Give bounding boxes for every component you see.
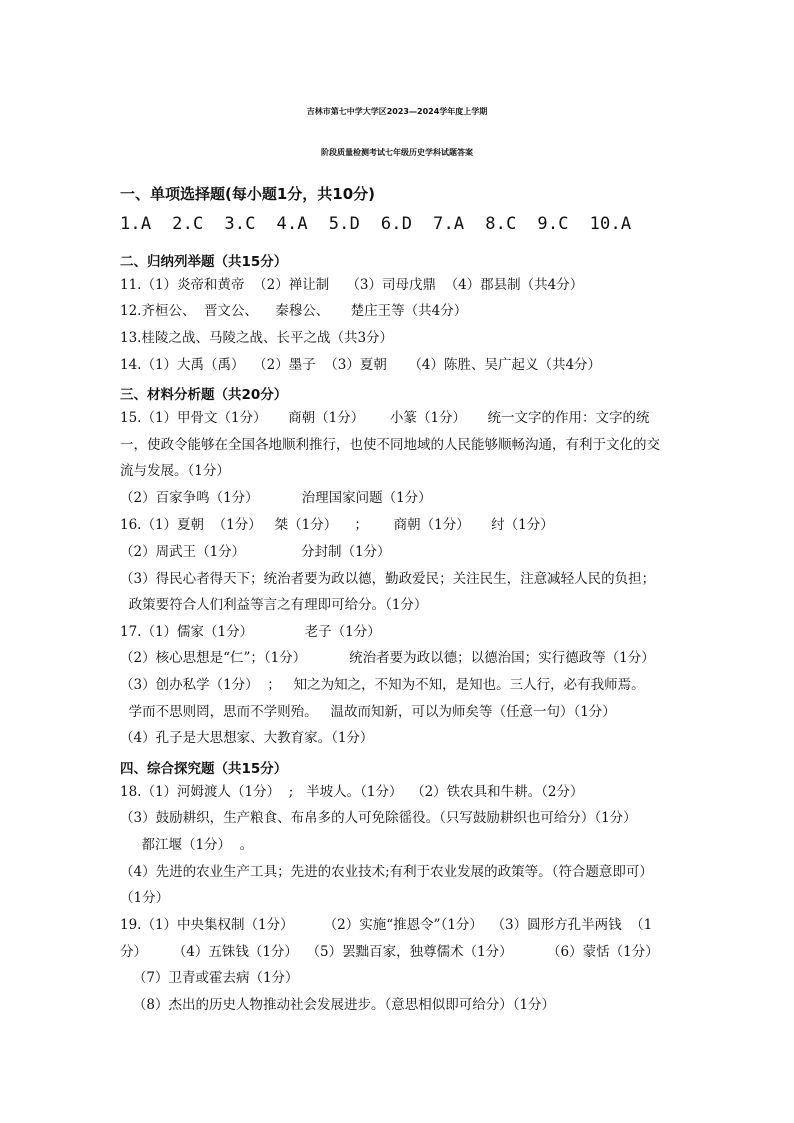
answer-line-q19-2: 分） （4）五铢钱（1分） （5）罢黜百家，独尊儒术（1分） （6）蒙恬（1分） <box>120 944 659 960</box>
answer-line-q19-4: （8）杰出的历史人物推动社会发展进步。（意思相似即可给分）（1分） <box>120 997 556 1013</box>
answer-line-q18-4: （4）先进的农业生产工具；先进的农业技术;有利于农业发展的政策等。（符合题意即可） <box>120 864 653 880</box>
answer-line-q19-1: 19.（1）中央集权制（1分） （2）实施“推恩令”（1分） （3）圆形方孔半两钱 （1 <box>120 917 653 933</box>
answer-line-q16-1: 16.（1）夏朝 （1分） 桀（1分） ； 商朝（1分） 纣（1分） <box>120 517 554 533</box>
section-heading-inquiry: 四、综合探究题（共15分） <box>120 761 288 777</box>
answer-line-q17-1: 17.（1）儒家（1分） 老子（1分） <box>120 624 381 640</box>
answer-line-q17-5: （4）孔子是大思想家、大教育家。（1分） <box>120 730 374 746</box>
answer-line-q16-4: 政策要符合人们利益等言之有理即可给分。（1分） <box>120 597 428 613</box>
section-heading-choice: 一、单项选择题(每小题1分，共10分) <box>120 185 376 203</box>
section-heading-summary: 二、归纳列举题（共15分） <box>120 254 288 270</box>
answer-line-q13: 13.桂陵之战、马陵之战、长平之战（共3分） <box>120 330 394 346</box>
answer-line-q12: 12.齐桓公、 晋文公、 秦穆公、 楚庄王等（共4分） <box>120 303 468 319</box>
document-subtitle: 阶段质量检测考试七年级历史学科试题答案 <box>321 148 473 157</box>
answer-line-q16-3: （3）得民心者得天下；统治者要为政以德，勤政爱民；关注民生，注意减轻人民的负担； <box>120 571 656 587</box>
answer-line-q18-5: （1分） <box>120 890 170 906</box>
answer-line-q17-4: 学而不思则罔，思而不学则殆。 温故而知新，可以为师矣等（任意一句）（1分） <box>120 704 616 720</box>
answer-line-q14: 14.（1）大禹（禹） （2）墨子 （3）夏朝 （4）陈胜、吴广起义（共4分） <box>120 357 602 373</box>
answer-line-q15-1: 15.（1）甲骨文（1分） 商朝（1分） 小篆（1分） 统一文字的作用：文字的统 <box>120 410 650 426</box>
section-heading-material: 三、材料分析题（共20分） <box>120 387 288 403</box>
answer-line-q18-3: 都江堰（1分） 。 <box>120 837 254 853</box>
answer-line-q15-2: 一，使政令能够在全国各地顺利推行，也使不同地域的人民能够顺畅沟通，有利于文化的交 <box>120 437 660 453</box>
answer-line-q17-2: （2）核心思想是“仁”；（1分） 统治者要为政以德；以德治国；实行德政等（1分） <box>120 650 655 666</box>
answer-line-q15-4: （2）百家争鸣（1分） 治理国家问题（1分） <box>120 490 432 506</box>
answer-line-q18-1: 18.（1）河姆渡人（1分） ; 半坡人。（1分） （2）铁农具和牛耕。（2分） <box>120 784 584 800</box>
answer-line-q16-2: （2）周武王（1分） 分封制（1分） <box>120 544 391 560</box>
answer-line-q15-3: 流与发展。（1分） <box>120 463 230 479</box>
answer-line-q19-3: （7）卫青或霍去病（1分） <box>120 970 299 986</box>
answer-line-q17-3: （3）创办私学（1分） ； 知之为知之，不知为不知，是知也。三人行，必有我师焉。 <box>120 677 645 693</box>
document-title: 吉林市第七中学大学区2023—2024学年度上学期 <box>306 107 488 116</box>
answer-line-q18-2: （3）鼓励耕织，生产粮食、布帛多的人可免除徭役。（只写鼓励耕织也可给分）（1分） <box>120 810 637 826</box>
choice-answers: 1.A 2.C 3.C 4.A 5.D 6.D 7.A 8.C 9.C 10.A <box>120 214 632 234</box>
answer-line-q11: 11.（1）炎帝和黄帝 （2）禅让制 （3）司母戊鼎 （4）郡县制（共4分） <box>120 277 584 293</box>
